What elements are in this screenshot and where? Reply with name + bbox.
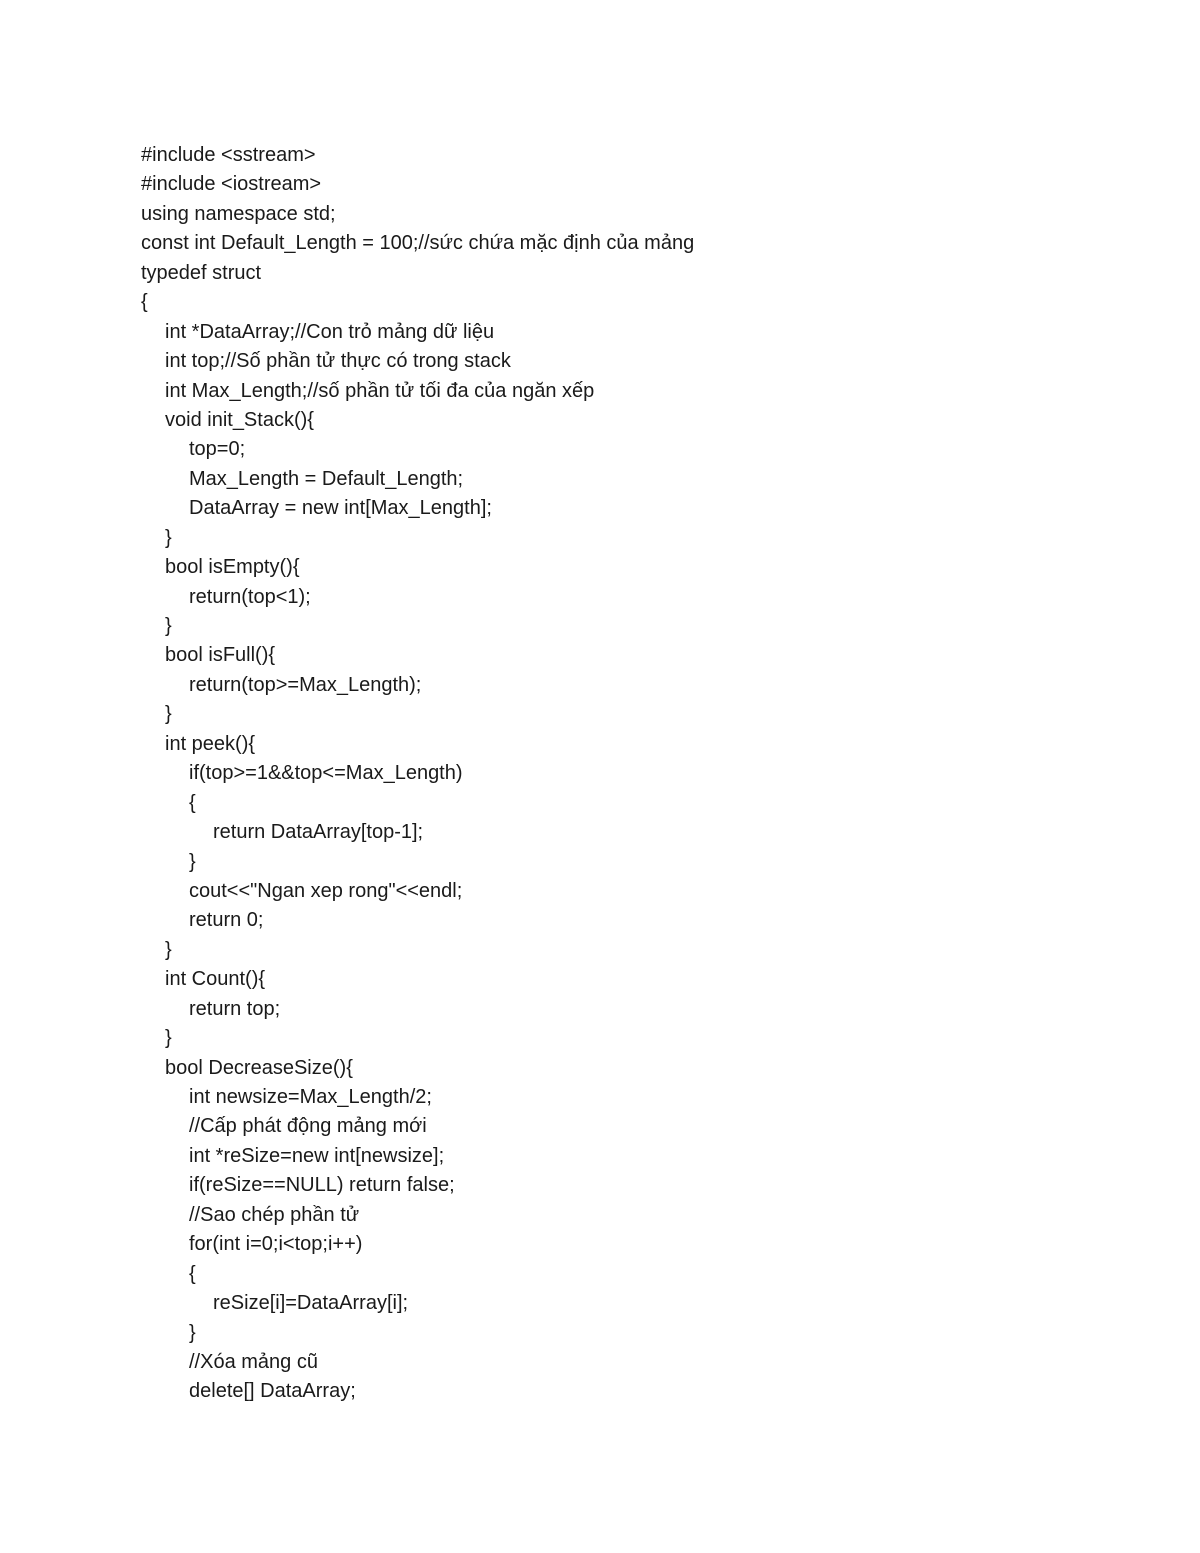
code-line: { xyxy=(141,291,148,314)
code-listing xyxy=(141,141,1101,1407)
code-line: } xyxy=(189,1321,196,1344)
code-line: bool isFull(){ xyxy=(165,644,276,667)
code-line: } xyxy=(165,703,172,726)
code-line: int top;//Số phần tử thực có trong stack xyxy=(165,350,511,373)
code-line: int Count(){ xyxy=(165,968,266,991)
code-line: Max_Length = Default_Length; xyxy=(189,467,464,490)
code-line: } xyxy=(165,938,172,961)
code-line: //Cấp phát động mảng mới xyxy=(189,1115,427,1138)
code-line: bool isEmpty(){ xyxy=(165,556,300,579)
code-line: int *DataArray;//Con trỏ mảng dữ liệu xyxy=(165,320,495,343)
code-line: using namespace std; xyxy=(141,202,336,225)
code-line: //Xóa mảng cũ xyxy=(189,1350,318,1373)
code-line: return(top<1); xyxy=(189,585,311,608)
code-line: void init_Stack(){ xyxy=(165,408,314,431)
code-line: } xyxy=(189,850,196,873)
code-line: int *reSize=new int[newsize]; xyxy=(189,1144,445,1167)
code-line: int peek(){ xyxy=(165,732,256,755)
code-line: int newsize=Max_Length/2; xyxy=(189,1086,432,1108)
code-line: typedef struct xyxy=(141,261,262,284)
code-line: int Max_Length;//số phần tử tối đa của ngăn xếp xyxy=(165,379,595,402)
code-line: return DataArray[top-1]; xyxy=(213,821,424,844)
code-line: const int Default_Length = 100;//sức chứa mặc định của mảng xyxy=(141,232,695,255)
code-line: return 0; xyxy=(189,909,264,932)
code-line: } xyxy=(165,526,172,549)
code-line: return(top>=Max_Length); xyxy=(189,673,422,696)
code-line: delete[] DataArray; xyxy=(189,1380,356,1403)
code-line: for(int i=0;i<top;i++) xyxy=(189,1233,363,1256)
code-line: } xyxy=(165,615,172,637)
code-line: if(reSize==NULL) return false; xyxy=(189,1174,455,1197)
code-line: { xyxy=(189,791,196,814)
code-line: return top; xyxy=(189,997,281,1020)
code-line: cout<<"Ngan xep rong"<<endl; xyxy=(189,879,463,902)
code-line: #include <iostream> xyxy=(141,173,322,196)
code-line: //Sao chép phần tử xyxy=(189,1203,360,1226)
code-line: { xyxy=(189,1262,196,1285)
code-line: DataArray = new int[Max_Length]; xyxy=(189,497,492,520)
code-line: bool DecreaseSize(){ xyxy=(165,1056,353,1079)
code-line: reSize[i]=DataArray[i]; xyxy=(213,1292,409,1315)
code-line: #include <sstream> xyxy=(141,144,316,166)
code-line: } xyxy=(165,1027,172,1050)
code-line: if(top>=1&&top<=Max_Length) xyxy=(189,762,463,785)
code-line: top=0; xyxy=(189,438,246,461)
